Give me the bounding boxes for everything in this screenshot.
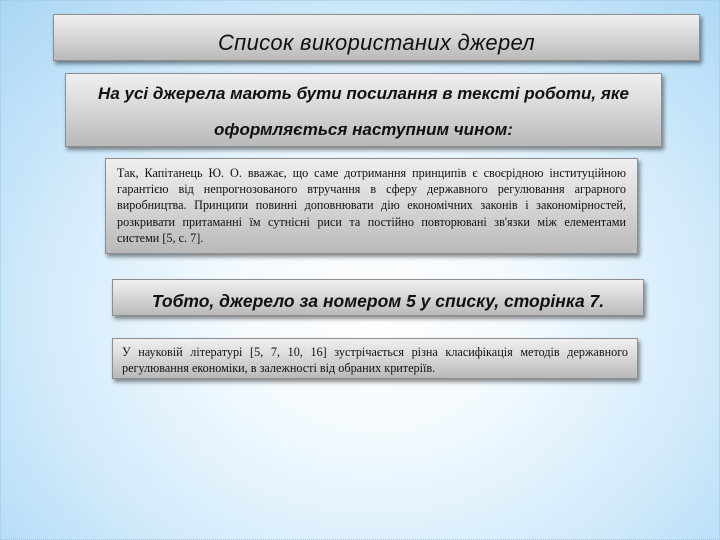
summary-text: Тобто, джерело за номером 5 у списку, сторінка 7. — [151, 291, 605, 311]
slide-title: Список використаних джерел — [217, 30, 536, 55]
citation-example-2-text: У науковій літературі [5, 7, 10, 16] зустрічається різна класифікація методів державного регулювання економіки, в залежності від обраних критеріїв. — [122, 345, 628, 376]
citation-example-2-box — [112, 338, 638, 379]
citation-rule-line-1: На усі джерела мають бути посилання в тексті роботи, яке — [98, 84, 629, 103]
summary-box — [112, 279, 644, 316]
citation-example-text: Так, Капітанець Ю. О. вважає, що саме дотримання принципів є своєрідною інституційною гарантією від непрогнозованого втручання в сферу державного регулювання аграрного виробництва. Принципи повинні доповнювати дію економічних законів і закономірностей, розкривати притаманні їм сутнісні риси та постійно повторювані зв'язки між елементами системи [5, с. 7]. — [117, 166, 626, 245]
citation-rule-line-2: оформляється наступним чином: — [214, 120, 513, 139]
citation-example-box — [105, 158, 638, 254]
citation-rule-box — [65, 73, 662, 147]
slide-title-box — [53, 14, 700, 61]
